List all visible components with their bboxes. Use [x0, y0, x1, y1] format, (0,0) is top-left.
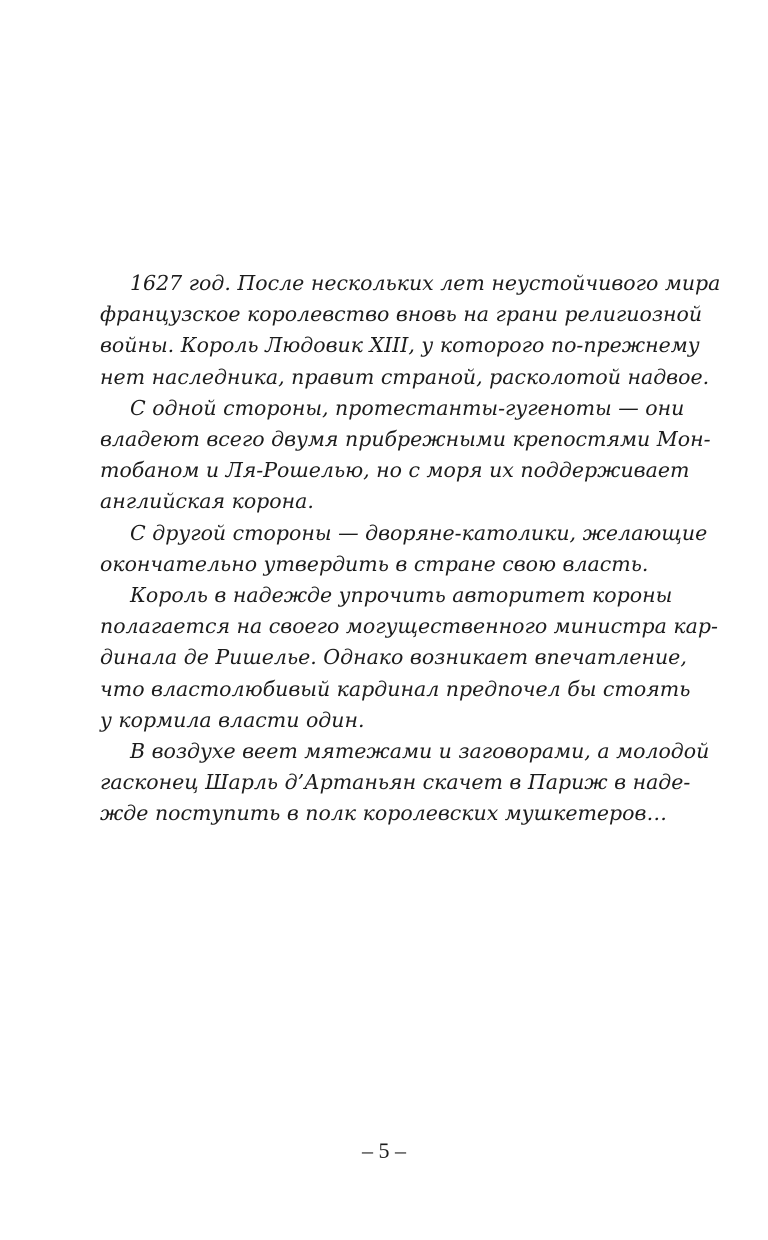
- text-line: английская корона.: [100, 489, 314, 514]
- text-line: что властолюбивый кардинал предпочел бы стоять: [100, 676, 691, 701]
- text-line: у кормила власти один.: [100, 707, 365, 732]
- text-line: С другой стороны — дворяне-католики, желающие: [130, 520, 708, 545]
- text-line: динала де Ришелье. Однако возникает впечатление,: [100, 645, 687, 670]
- text-line: жде поступить в полк королевских мушкетеров…: [100, 801, 667, 826]
- text-line: полагается на своего могущественного министра кар-: [100, 614, 718, 639]
- text-line: гасконец Шарль д’Артаньян скачет в Париж в наде-: [100, 770, 691, 795]
- page-number: – 5 –: [362, 1138, 406, 1163]
- text-line: владеют всего двумя прибрежными крепостями Мон-: [100, 427, 711, 452]
- paragraph-1: [100, 268, 721, 393]
- text-line: Король в надежде упрочить авторитет короны: [130, 583, 673, 608]
- paragraph-5: [100, 736, 710, 830]
- text-line: нет наследника, правит страной, расколотой надвое.: [100, 364, 710, 389]
- paragraph-4: [100, 580, 718, 736]
- text-line: В воздухе веет мятежами и заговорами, а молодой: [130, 739, 710, 764]
- text-line: С одной стороны, протестанты-гугеноты — они: [130, 395, 685, 420]
- body-text: [100, 268, 721, 830]
- paragraph-2: [100, 393, 711, 518]
- text-line: окончательно утвердить в стране свою власть.: [100, 551, 649, 576]
- paragraph-3: [100, 518, 708, 580]
- text-line: тобаном и Ля-Рошелью, но с моря их поддерживает: [100, 458, 690, 483]
- text-line: 1627 год. После нескольких лет неустойчивого мира: [130, 271, 721, 295]
- text-line: войны. Король Людовик XIII, у которого по-прежнему: [100, 333, 700, 358]
- text-line: французское королевство вновь на грани религиозной: [100, 302, 703, 327]
